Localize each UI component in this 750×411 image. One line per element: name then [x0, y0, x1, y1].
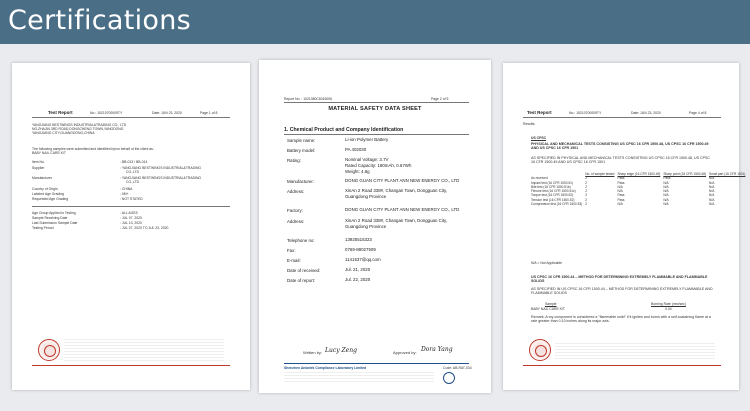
report-page: Page 1 of 8 — [200, 111, 218, 115]
table-cell: 2 — [585, 189, 587, 194]
results-label: Results: — [523, 122, 536, 126]
lab-logo-icon — [443, 372, 455, 384]
table-cell: N/A — [663, 180, 669, 185]
approved-by-signature: Dora Yang — [421, 346, 453, 353]
report-title: Test Report — [527, 110, 552, 115]
table-cell: As received — [531, 176, 548, 181]
table-cell: 2 — [585, 180, 587, 185]
report-page: Page 2 of 9 — [431, 97, 449, 101]
field-label: Address: — [287, 189, 305, 194]
divider — [284, 134, 469, 135]
section-heading: 1. Chemical Product and Company Identification — [284, 127, 404, 133]
field-value: : 0M+ — [120, 192, 129, 196]
table-cell: Tension test (16 CFR 1500.52) — [531, 197, 575, 202]
table-cell: N/A — [617, 184, 623, 189]
field-value: CO.,LTD — [126, 170, 140, 174]
table-cell: N/A — [663, 197, 669, 202]
sample-name: BABY NAIL CARE KIT — [531, 307, 565, 311]
field-value: : JUL 07, 2020 TO JUL 23, 2020 — [120, 226, 169, 230]
field-label: Date of received: — [287, 268, 321, 273]
table-cell: N/A — [709, 193, 715, 198]
table-cell: Pass — [617, 197, 625, 202]
table-cell: 2 — [585, 184, 587, 189]
table-cell: N/A — [663, 202, 669, 207]
footer-fineprint-lines — [284, 372, 434, 384]
section-paragraph: AS SPECIFIED IN US CPSC 16 CFR 1500.44 – METHOD FOR DETERMINING EXTREMELY FLAMMABLE AND FLAMMABLE SOLIDS — [531, 287, 713, 296]
section-paragraph: AS SPECIFIED IN PHYSICAL AND MECHANICAL TESTS CONSISTING US CPSC 16 CFR 1500.48, US CPSC 16 CFR 1500.49 AND US CPSC 16 CFR 1501 — [531, 156, 711, 165]
table-cell: Pass — [617, 180, 625, 185]
field-value: : NOT STATED — [120, 197, 143, 201]
field-value: : JUL 13, 2020 — [120, 221, 142, 225]
field-value: 1141537@qq.com — [345, 257, 381, 262]
field-value: DONG GUAN CITY PLANT ANN NEW ENERGY CO., LTD — [345, 178, 460, 183]
title-banner — [0, 0, 750, 44]
table-cell: Pass — [663, 176, 671, 181]
intro-text: The following samples were submitted and identified by/on behalf of the client as: — [32, 147, 154, 151]
lab-name: Shenzhen Anbotek Compliance Laboratory Limited — [284, 366, 367, 370]
report-date: Date: JUN 23, 2020 — [631, 111, 661, 115]
table-cell: N/A — [663, 184, 669, 189]
report-number: No.: 15210700009TY — [90, 111, 123, 115]
field-value: : CHINA — [120, 187, 133, 191]
divider — [523, 117, 721, 118]
field-value: PA 402030 — [345, 147, 367, 152]
report-date: Date: JUN 23, 2020 — [152, 111, 182, 115]
field-label: Manufacturer: — [287, 179, 315, 184]
table-cell: N/A — [709, 197, 715, 202]
report-number: No.: 15210700009TY — [569, 111, 602, 115]
field-value: 13925516323 — [345, 237, 372, 242]
field-label: Telephone no: — [287, 238, 315, 243]
field-value: Jul. 22, 2020 — [345, 277, 371, 282]
company-line: YANGJIANG CITY,GUANGDONG,CHINA — [32, 131, 95, 135]
footer-divider — [32, 365, 230, 366]
section-paragraph: PHYSICAL AND MECHANICAL TESTS CONSISTING US CPSC 16 CFR 1500.48, US CPSC 16 CFR 1500.49 AND US CPSC 16 CFR 1501 — [531, 142, 709, 151]
divider — [32, 117, 230, 118]
table-cell: Bite test (16 CFR 1500.51b) — [531, 184, 571, 189]
table-cell: N/A — [709, 180, 715, 185]
field-label: Manufacturer — [32, 176, 52, 180]
field-value: DONG GUAN CITY PLANT ANN NEW ENERGY CO., LTD — [345, 207, 460, 212]
table-cell: Pass — [617, 193, 625, 198]
approved-by-label: Approved by: — [393, 350, 417, 355]
table-cell: Torque test (16 CFR 1500.52) — [531, 193, 574, 198]
divider — [284, 102, 469, 103]
field-value: Jul. 21, 2020 — [345, 267, 371, 272]
table-cell: N/A — [709, 189, 715, 194]
report-title: Test Report — [48, 110, 73, 115]
document-code: Code: AB-RAT-034 — [443, 366, 472, 370]
field-value: XinAn 2 Road 338#, Changan Town, Dongguan City, — [345, 188, 448, 193]
remark-text: Remark: A toy component is considered a "flammable solid" if it ignites and burns with a self-sustaining flame at a rate greater than 0.10 inches along its major axis. — [531, 315, 711, 324]
field-label: Requested Age Grading — [32, 197, 69, 201]
burn-rate-column-header: Burning Rate (mm/sec) — [651, 302, 686, 306]
field-label: E-mail: — [287, 258, 301, 263]
table-cell: Flexure test (16 CFR 1500.51c) — [531, 189, 576, 194]
field-value: 0769-88027509 — [345, 247, 376, 252]
sample-column-header: Sample — [545, 302, 557, 306]
table-cell: N/A — [617, 202, 623, 207]
certification-seal-icon — [38, 339, 60, 361]
field-value: Nominal Voltage: 3.7V — [345, 157, 389, 162]
certificate-test-report-1[interactable] — [12, 63, 250, 390]
table-cell: 2 — [585, 193, 587, 198]
field-value: Weight: 4.8g — [345, 169, 370, 174]
field-label: Labeled Age Grading — [32, 192, 64, 196]
footer-fineprint-lines — [555, 343, 715, 361]
table-cell: Pass — [617, 176, 625, 181]
field-label: Item No. — [32, 160, 45, 164]
field-label: Factory: — [287, 208, 303, 213]
certification-seal-icon — [529, 339, 551, 361]
certificate-msds[interactable] — [259, 60, 491, 393]
msds-title: MATERIAL SAFETY DATA SHEET — [328, 106, 422, 112]
table-header-cell: Small part (16 CFR 1501) — [709, 172, 746, 176]
table-cell: 2 — [585, 202, 587, 207]
table-cell: N/A — [663, 193, 669, 198]
banner-title: Certifications — [8, 5, 192, 36]
section-heading: US CPSC — [531, 136, 547, 140]
table-cell: 2 — [585, 197, 587, 202]
sample-name: BABY NAIL CARE KIT — [32, 151, 66, 155]
table-header-cell: Sharp point (16 CFR 1500.48) — [663, 172, 707, 176]
divider — [32, 206, 230, 207]
results-table — [531, 172, 748, 206]
field-label: Country of Origin — [32, 187, 58, 191]
table-cell: 2 — [585, 176, 587, 181]
certificate-test-report-2[interactable] — [503, 63, 746, 390]
company-line: NO.ZHAJIN 3RD ROAD,DONGCHENG TOWN,YANGDONG — [32, 127, 124, 131]
field-label: Age Group Applied in Testing — [32, 211, 76, 215]
table-header-cell: No. of sample tested — [585, 172, 615, 176]
field-label: Fax: — [287, 248, 296, 253]
field-label: Testing Period — [32, 226, 54, 230]
table-cell: N/A — [617, 189, 623, 194]
field-label: Rating: — [287, 158, 301, 163]
field-value: : ALL AGES — [120, 211, 138, 215]
field-value: : BB-013 / BB-014 — [120, 160, 148, 164]
field-value: Guangdong Province — [345, 224, 387, 229]
footer-divider — [284, 363, 469, 364]
footer-divider — [523, 365, 721, 366]
table-header-cell: Sharp edge (16 CFR 1500.49) — [617, 172, 661, 176]
field-label: Last Submission Sample Date — [32, 221, 78, 225]
table-cell: Compression test (16 CFR 1500.53) — [531, 202, 583, 207]
written-by-label: Written by: — [303, 350, 323, 355]
footer-fineprint-lines — [64, 339, 224, 361]
burn-rate-value: 0.04 — [665, 307, 672, 311]
report-number: Report No. : 1021080C6015006 — [284, 97, 333, 101]
field-label: Battery model: — [287, 148, 316, 153]
table-cell: Impact test (16 CFR 1500.51) — [531, 180, 573, 185]
section-paragraph: US CPSC 16 CFR 1500.44 – METHOD FOR DETERMINING EXTREMELY FLAMMABLE AND FLAMMABLE SOLIDS — [531, 275, 708, 284]
field-value: Rated Capacity: 180mAh, 0.67Wh — [345, 163, 412, 168]
field-label: Date of report: — [287, 278, 316, 283]
table-cell: N/A — [709, 184, 715, 189]
field-value: : YANGJIANG BESTWINGS INDUSTRIAL&TRADING — [120, 176, 202, 180]
field-value: CO.,LTD — [126, 180, 140, 184]
field-value: Li-ion Polymer Battery — [345, 137, 389, 142]
table-cell: N/A — [709, 202, 715, 207]
field-value: : YANGJIANG BESTWINGS INDUSTRIAL&TRADING — [120, 166, 202, 170]
table-cell: N/A — [663, 189, 669, 194]
table-cell: N/A — [709, 176, 715, 181]
na-note: N/A = Not Applicable — [531, 261, 563, 265]
written-by-signature: Lucy Zeng — [325, 347, 357, 354]
field-label: Supplier — [32, 166, 45, 170]
company-line: YANGJIANG BESTWINGS INDUSTRIAL&TRADING CO., LTD — [32, 123, 127, 127]
field-label: Sample Receiving Date — [32, 216, 68, 220]
field-value: XinAn 2 Road 338#, Changan Town, Dongguan City, — [345, 218, 448, 223]
table-row — [531, 202, 748, 206]
field-value: : JUL 07, 2020 — [120, 216, 142, 220]
field-value: Guangdong Province — [345, 194, 387, 199]
field-label: Address: — [287, 219, 305, 224]
report-page: Page 4 of 8 — [689, 111, 707, 115]
field-label: Sample name: — [287, 138, 316, 143]
